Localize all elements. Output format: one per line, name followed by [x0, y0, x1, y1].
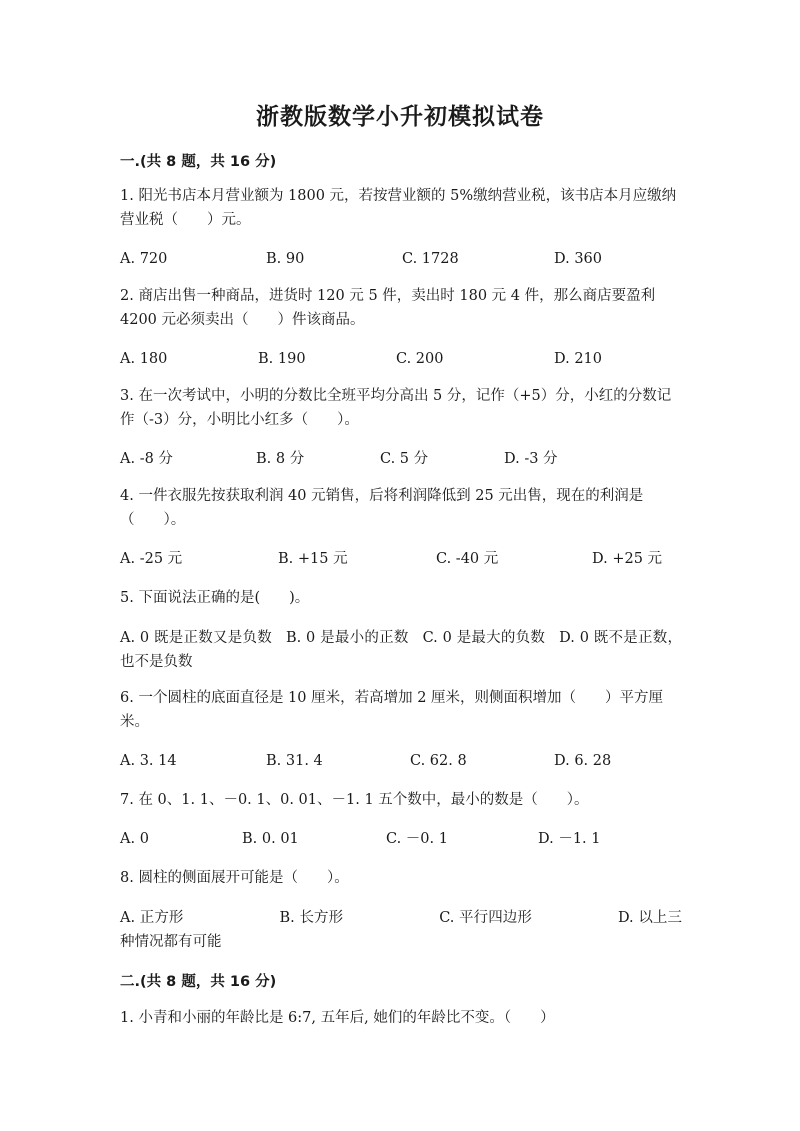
option-d: D. +25 元 — [592, 551, 663, 567]
question-7: 7. 在 0、1. 1、－0. 1、0. 01、－1. 1 五个数中，最小的数是（ ）。 — [120, 792, 589, 808]
option-b: B. 0 是最小的正数 — [285, 630, 409, 646]
option-d: D. －1. 1 — [538, 831, 601, 847]
option-d: D. 6. 28 — [554, 753, 612, 769]
question-5-options — [120, 626, 682, 674]
option-b: B. 190 — [258, 351, 306, 367]
option-b: B. 8 分 — [256, 451, 305, 467]
question-4-options — [120, 548, 682, 570]
page-title: 浙教版数学小升初模拟试卷 — [256, 104, 544, 130]
question-3-options — [120, 448, 682, 470]
option-b: B. +15 元 — [278, 551, 348, 567]
question-1-options — [120, 248, 682, 270]
option-c: C. 0 是最大的负数 — [422, 630, 546, 646]
option-c: C. 平行四边形 — [439, 910, 532, 926]
question-4: 4. 一件衣服先按获取利润 40 元销售，后将利润降低到 25 元出售，现在的利润是（ ）。 — [120, 488, 644, 528]
option-c: C. －0. 1 — [386, 831, 448, 847]
option-c: C. -40 元 — [436, 551, 499, 567]
option-b: B. 长方形 — [279, 910, 344, 926]
section-2-heading: 二.(共 8 题，共 16 分) — [120, 974, 277, 990]
question-2: 2. 商店出售一种商品，进货时 120 元 5 件，卖出时 180 元 4 件，那么商店要盈利 4200 元必须卖出（ ）件该商品。 — [120, 288, 656, 328]
option-d: D. -3 分 — [504, 451, 558, 467]
option-c: C. 62. 8 — [410, 753, 467, 769]
option-a: A. 0 既是正数又是负数 — [120, 630, 272, 646]
question-8-options — [120, 906, 682, 954]
option-a: A. 3. 14 — [120, 753, 177, 769]
question-1: 1. 阳光书店本月营业额为 1800 元，若按营业额的 5%缴纳营业税，该书店本月应缴纳营业税（ ）元。 — [120, 188, 677, 228]
question-6-options — [120, 750, 682, 772]
question-7-options — [120, 828, 682, 850]
option-d: D. 0 既不是正数，也不是负数 — [120, 630, 682, 670]
question-3: 3. 在一次考试中，小明的分数比全班平均分高出 5 分，记作（+5）分，小红的分数记作（-3）分，小明比小红多（ ）。 — [120, 388, 672, 428]
option-c: C. 200 — [396, 351, 444, 367]
question-6: 6. 一个圆柱的底面直径是 10 厘米，若高增加 2 厘米，则侧面积增加（ ）平方厘米。 — [120, 690, 664, 730]
section-1-heading: 一.(共 8 题，共 16 分) — [120, 154, 277, 170]
option-c: C. 5 分 — [380, 451, 429, 467]
question-2-1: 1. 小青和小丽的年龄比是 6:7, 五年后, 她们的年龄比不变。（ ） — [120, 1010, 555, 1026]
option-b: B. 31. 4 — [266, 753, 323, 769]
option-b: B. 0. 01 — [242, 831, 299, 847]
option-a: A. -8 分 — [120, 451, 173, 467]
question-2-options — [120, 348, 682, 370]
option-a: A. 0 — [120, 831, 149, 847]
option-a: A. 720 — [120, 251, 168, 267]
question-5: 5. 下面说法正确的是( )。 — [120, 590, 310, 606]
option-d: D. 210 — [554, 351, 603, 367]
option-a: A. 180 — [120, 351, 168, 367]
option-b: B. 90 — [266, 251, 305, 267]
option-c: C. 1728 — [402, 251, 459, 267]
question-8: 8. 圆柱的侧面展开可能是（ ）。 — [120, 870, 349, 886]
option-a: A. -25 元 — [120, 551, 183, 567]
option-d: D. 360 — [554, 251, 603, 267]
option-a: A. 正方形 — [120, 910, 184, 926]
option-d: D. 以上三种情况都有可能 — [120, 910, 683, 950]
